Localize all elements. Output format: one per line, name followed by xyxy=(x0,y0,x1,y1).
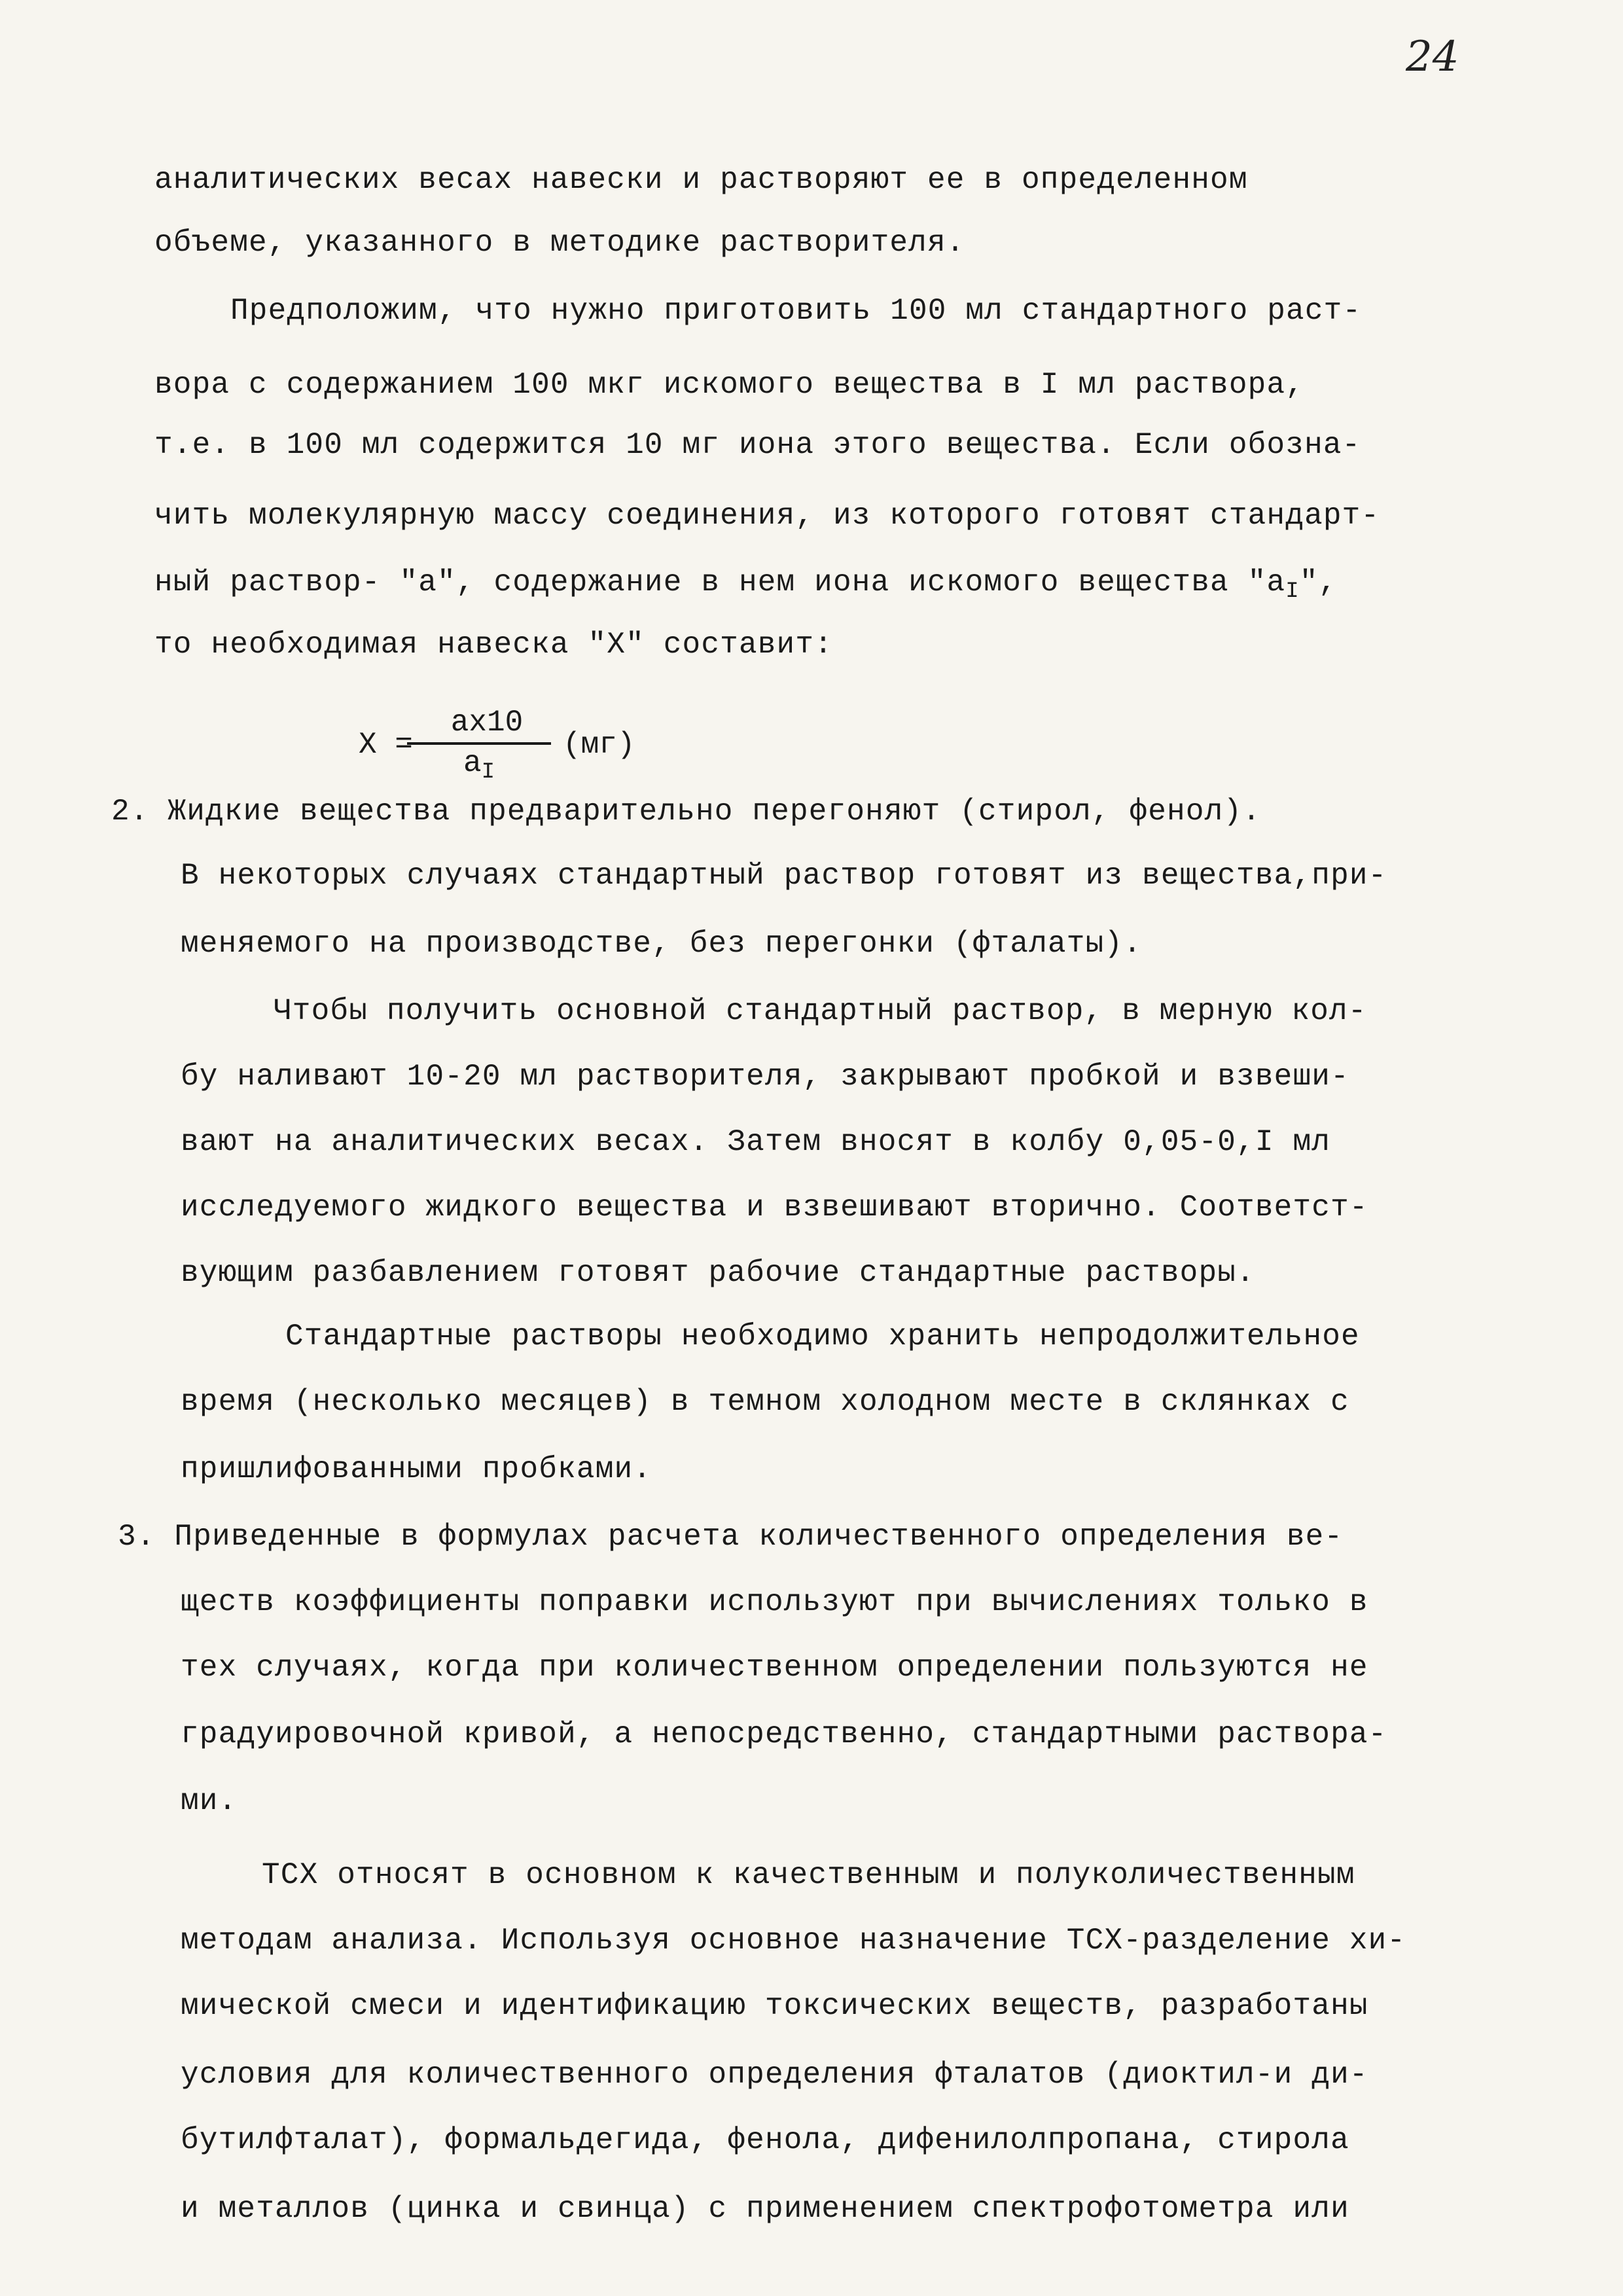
paragraph-4-line-2: время (несколько месяцев) в темном холодном месте в склянках с xyxy=(181,1385,1349,1419)
paragraph-4-line-3: пришлифованными пробками. xyxy=(181,1452,652,1486)
page-number: 24 xyxy=(1406,33,1459,81)
formula-numerator: ах10 xyxy=(407,706,551,745)
formula-denominator xyxy=(407,745,551,785)
item-3-line-4: градуировочной кривой, а непосредственно, стандартными раствора- xyxy=(181,1717,1387,1751)
paragraph-5-line-2: методам анализа. Используя основное назначение ТСХ-разделение хи- xyxy=(181,1924,1406,1958)
paragraph-2-line-5-tail: ", xyxy=(1299,565,1338,600)
paragraph-2-line-2: вора с содержанием 100 мкг искомого вещества в I мл раствора, xyxy=(154,368,1305,402)
item-2-line-2: В некоторых случаях стандартный раствор готовят из вещества,при- xyxy=(181,859,1387,893)
paragraph-3-line-4: исследуемого жидкого вещества и взвешивают вторично. Соответст- xyxy=(181,1191,1368,1225)
paragraph-5-line-1: ТСХ относят в основном к качественным и полуколичественным xyxy=(262,1858,1355,1892)
paragraph-5-line-5: бутилфталат), формальдегида, фенола, дифенилолпропана, стирола xyxy=(181,2123,1349,2157)
paragraph-3-line-3: вают на аналитических весах. Затем вносят в колбу 0,05-0,I мл xyxy=(181,1125,1331,1159)
paragraph-3-line-5: вующим разбавлением готовят рабочие стандартные растворы. xyxy=(181,1256,1255,1290)
paragraph-5-line-6: и металлов (цинка и свинца) с применением спектрофотометра или xyxy=(181,2192,1349,2226)
formula-lhs: Х = xyxy=(359,728,413,762)
paragraph-2-line-5 xyxy=(154,563,1338,611)
paragraph-5-line-4: условия для количественного определения фталатов (диоктил-и ди- xyxy=(181,2058,1368,2092)
item-2-line-1: 2. Жидкие вещества предварительно перегоняют (стирол, фенол). xyxy=(111,795,1262,829)
formula-fraction xyxy=(407,706,551,785)
paragraph-1-line-1: аналитических весах навески и растворяют ее в определенном xyxy=(154,163,1248,197)
formula-denominator-subscript: I xyxy=(481,760,495,785)
paragraph-5-line-3: мической смеси и идентификацию токсических веществ, разработаны xyxy=(181,1989,1368,2023)
item-3-line-5: ми. xyxy=(181,1784,238,1818)
paragraph-2-line-1: Предположим, что нужно приготовить 100 мл стандартного раст- xyxy=(230,294,1362,328)
item-2-line-3: меняемого на производстве, без перегонки (фталаты). xyxy=(181,927,1143,961)
paragraph-1-line-2: объеме, указанного в методике растворителя. xyxy=(154,226,965,260)
item-3-line-3: тех случаях, когда при количественном определении пользуются не xyxy=(181,1651,1368,1685)
paragraph-2-line-4: чить молекулярную массу соединения, из которого готовят стандарт- xyxy=(154,499,1380,533)
paragraph-3-line-1: Чтобы получить основной стандартный раствор, в мерную кол- xyxy=(274,994,1367,1028)
paragraph-3-line-2: бу наливают 10-20 мл растворителя, закрывают пробкой и взвеши- xyxy=(181,1060,1349,1094)
paragraph-4-line-1: Стандартные растворы необходимо хранить непродолжительное xyxy=(285,1319,1360,1354)
paragraph-2-line-5-subscript: I xyxy=(1285,579,1300,604)
formula-unit: (мг) xyxy=(563,728,635,762)
formula-denominator-base: а xyxy=(463,746,482,780)
paragraph-2-line-5-text: ный раствор- "а", содержание в нем иона искомого вещества "а xyxy=(154,565,1286,600)
paragraph-2-line-3: т.е. в 100 мл содержится 10 мг иона этого вещества. Если обозна- xyxy=(154,428,1361,462)
item-3-line-2: ществ коэффициенты поправки используют при вычислениях только в xyxy=(181,1585,1368,1619)
item-3-line-1: 3. Приведенные в формулах расчета количественного определения ве- xyxy=(118,1520,1344,1554)
paragraph-2-line-6: то необходимая навеска "Х" составит: xyxy=(154,628,833,662)
